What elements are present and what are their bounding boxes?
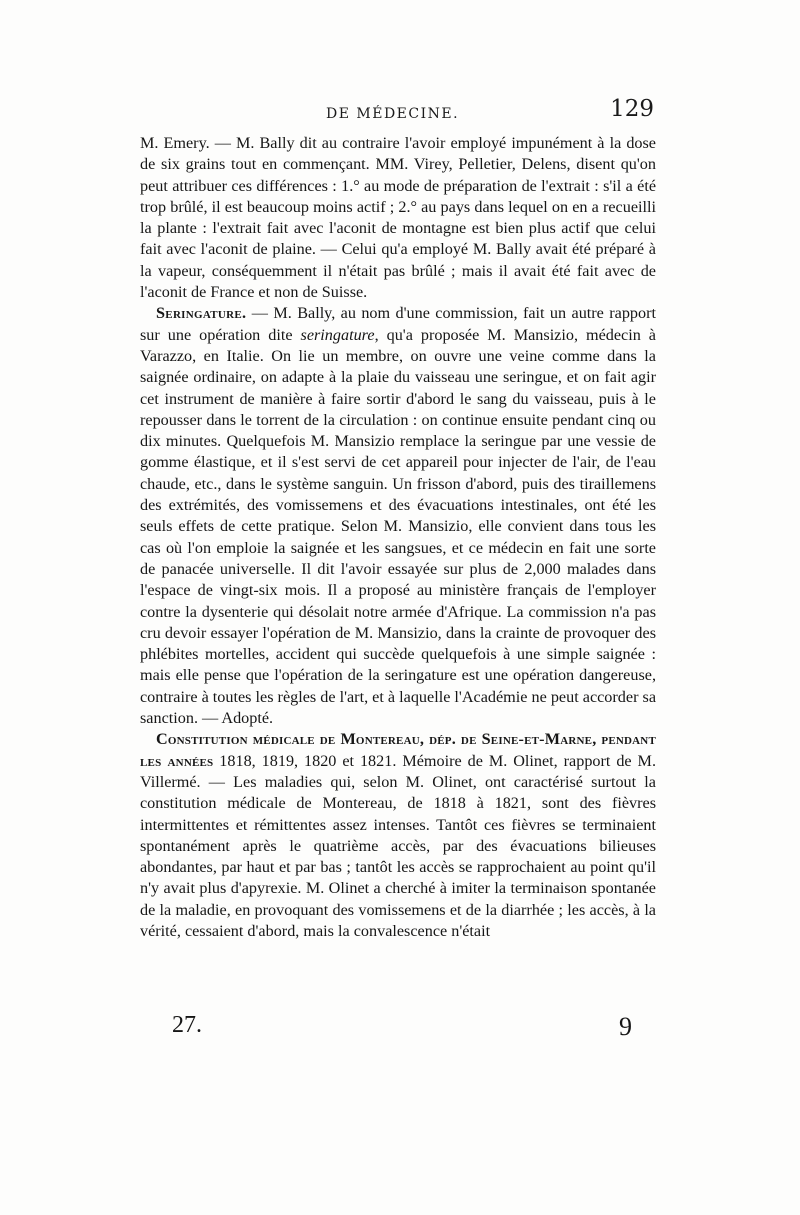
section-heading-constitution: Constitution médicale de Montereau, dép. de Seine-et-Marne, pendant les années xyxy=(140,730,656,770)
paragraph-seringature xyxy=(140,303,656,729)
seringature-body-text: , qu'a proposée M. Mansizio, médecin à Varazzo, en Italie. On lie un membre, on ouvre une veine comme dans la saignée ordinaire, on adapte à la plaie du vaisseau une seringue, et on fait agir cet instrument de manière à faire sortir d'abord le sang du vaisseau, puis à le repousser dans le torrent de la circulation : on continue ensuite pendant cinq ou dix minutes. Quelquefois M. Mansizio remplace la seringue par une vessie de gomme élastique, et il s'est servi de cet appareil pour injecter de l'air, de l'eau chaude, etc., dans le système sanguin. Un frisson d'abord, puis des tiraillemens des extrémités, des vomissemens et des évacuations intestinales, ont été les seuls effets de cette pratique. Selon M. Mansizio, elle convient dans tous les cas où l'on emploie la saignée et les sangsues, et ce médecin en fait une sorte de panacée universelle. Il dit l'avoir essayée sur plus de 2,000 malades dans l'espace de vingt-six mois. Il a proposé au ministère français de l'employer contre la dysenterie qui désolait notre armée d'Afrique. La commission n'a pas cru devoir essayer l'opération de M. Mansizio, dans la crainte de provoquer des phlébites mortelles, accident qui succède quelquefois à une simple saignée : mais elle pense que l'opération de la seringature est une opération dangereuse, contraire à toutes les règles de l'art, et à laquelle l'Académie ne peut accorder sa sanction. — Adopté. xyxy=(140,325,656,728)
gathering-mark: 9 xyxy=(619,1012,632,1041)
paragraph-constitution-medicale xyxy=(140,729,656,942)
section-heading-years: 1818, 1819, 1820 et 1821. xyxy=(213,751,397,770)
seringature-lead-text: — M. Bally, au nom d'une commission, fait un autre rapport sur une opération dite xyxy=(140,304,656,344)
signature-mark: 27. xyxy=(172,1012,202,1038)
page-number: 129 xyxy=(610,96,654,122)
seringature-italic-term: seringature xyxy=(300,325,375,344)
running-title: DE MÉDECINE. xyxy=(326,106,460,122)
constitution-body-text: Mémoire de M. Olinet, rapport de M. Villermé. — Les maladies qui, selon M. Olinet, ont caractérisé surtout la constitution médicale de Montereau, de 1818 à 1821, sont des fièvres intermittentes et rémittentes assez intenses. Tantôt ces fièvres se terminaient spontanément après le quatrième accès, par des évacuations bilieuses abondantes, par haut et par bas ; tantôt les accès se rapprochaient au point qu'il n'y avait plus d'apyrexie. M. Olinet a cherché à imiter la terminaison spontanée de la maladie, en provoquant des vomissemens et de la diarrhée ; les accès, à la vérité, cessaient d'abord, mais la convalescence n'était xyxy=(140,751,656,940)
running-head xyxy=(140,96,656,132)
page-footer xyxy=(172,1012,632,1052)
paragraph-aconit: M. Emery. — M. Bally dit au contraire l'avoir employé impunément à la dose de six grains tout en commençant. MM. Virey, Pelletier, Delens, disent qu'on peut attribuer ces différences : 1.° au mode de préparation de l'extrait : s'il a été trop brûlé, il est beaucoup moins actif ; 2.° au pays dans lequel on en a recueilli la plante : l'extrait fait avec l'aconit de montagne est bien plus actif que celui fait avec l'aconit de plaine. — Celui qu'a employé M. Bally avait été préparé à la vapeur, conséquemment il n'était pas brûlé ; mais il avait été fait avec de l'aconit de France et non de Suisse. xyxy=(140,134,656,302)
section-heading-seringature: Seringature. xyxy=(156,304,247,323)
body-text xyxy=(140,133,656,942)
